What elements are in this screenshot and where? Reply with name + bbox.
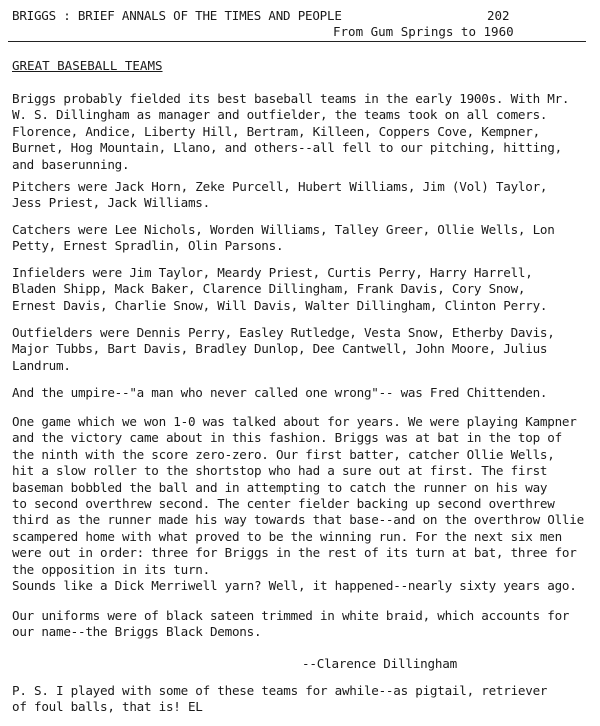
text-line: P. S. I played with some of these teams for awhile--as pigtail, retriever <box>12 683 548 698</box>
text-line: Bladen Shipp, Mack Baker, Clarence Dillingham, Frank Davis, Cory Snow, <box>12 281 526 297</box>
page-number: 202 <box>487 8 510 23</box>
text-line: Petty, Ernest Spradlin, Olin Parsons. <box>12 238 284 254</box>
text-line: Florence, Andice, Liberty Hill, Bertram, Killeen, Coppers Cove, Kempner, <box>12 123 540 139</box>
paragraph-infielders <box>12 265 547 314</box>
text-line: Jess Priest, Jack Williams. <box>12 195 210 211</box>
text-line: Briggs probably fielded its best baseball teams in the early 1900s. With Mr. <box>12 91 570 106</box>
text-line: baseman bobbled the ball and in attempting to catch the runner on his way <box>12 479 548 495</box>
paragraph-postscript <box>12 683 547 716</box>
running-header-subtitle: From Gum Springs to 1960 <box>333 24 514 39</box>
paragraph-pitchers <box>12 179 547 212</box>
section-title: GREAT BASEBALL TEAMS <box>12 58 163 73</box>
paragraph-uniforms <box>12 608 569 641</box>
text-line: W. S. Dillingham as manager and outfielder, the teams took on all comers. <box>12 107 548 123</box>
text-line: Pitchers were Jack Horn, Zeke Purcell, Hubert Williams, Jim (Vol) Taylor, <box>12 179 548 194</box>
running-header-title: BRIGGS : BRIEF ANNALS OF THE TIMES AND PEOPLE <box>12 8 342 23</box>
paragraph-umpire <box>12 385 547 401</box>
text-line: of foul balls, that is! EL <box>12 699 203 715</box>
text-line: Infielders were Jim Taylor, Meardy Priest, Curtis Perry, Harry Harrell, <box>12 265 533 280</box>
text-line: Landrum. <box>12 357 71 373</box>
text-line: Catchers were Lee Nichols, Worden Williams, Talley Greer, Ollie Wells, Lon <box>12 222 555 237</box>
paragraph-outfielders <box>12 325 555 374</box>
text-line: the opposition in its turn. <box>12 561 210 577</box>
text-line: Burnet, Hog Mountain, Llano, and others--all fell to our pitching, hitting, <box>12 140 562 156</box>
text-line: Outfielders were Dennis Perry, Easley Rutledge, Vesta Snow, Etherby Davis, <box>12 325 555 340</box>
header-rule <box>8 41 586 42</box>
text-line: scampered home with what proved to be the winning run. For the next six men <box>12 528 562 544</box>
text-line: third as the runner made his way towards that base--and on the overthrow Ollie <box>12 512 584 528</box>
paragraph-intro <box>12 91 569 173</box>
text-line: Major Tubbs, Bart Davis, Bradley Dunlop, Dee Cantwell, John Moore, Julius <box>12 341 548 357</box>
text-line: to second overthrew second. The center fielder backing up second overthrew <box>12 496 555 512</box>
text-line: Our uniforms were of black sateen trimmed in white braid, which accounts for <box>12 608 570 623</box>
text-line: the ninth with the score zero-zero. Our first batter, catcher Ollie Wells, <box>12 446 555 462</box>
text-line: our name--the Briggs Black Demons. <box>12 624 262 640</box>
text-line: Sounds like a Dick Merriwell yarn? Well, it happened--nearly sixty years ago. <box>12 578 577 593</box>
text-line: hit a slow roller to the shortstop who had a sure out at first. The first <box>12 463 548 479</box>
paragraph-yarn <box>12 578 577 594</box>
text-line: Ernest Davis, Charlie Snow, Will Davis, Walter Dillingham, Clinton Perry. <box>12 297 548 313</box>
text-line: and the victory came about in this fashion. Briggs was at bat in the top of <box>12 430 562 446</box>
text-line: and baserunning. <box>12 156 130 172</box>
paragraph-catchers <box>12 222 555 255</box>
text-line: One game which we won 1-0 was talked about for years. We were playing Kampner <box>12 414 577 429</box>
text-line: were out in order: three for Briggs in the rest of its turn at bat, three for <box>12 545 577 561</box>
signature: --Clarence Dillingham <box>302 656 458 671</box>
paragraph-game <box>12 414 584 578</box>
text-line: And the umpire--"a man who never called one wrong"-- was Fred Chittenden. <box>12 385 548 400</box>
